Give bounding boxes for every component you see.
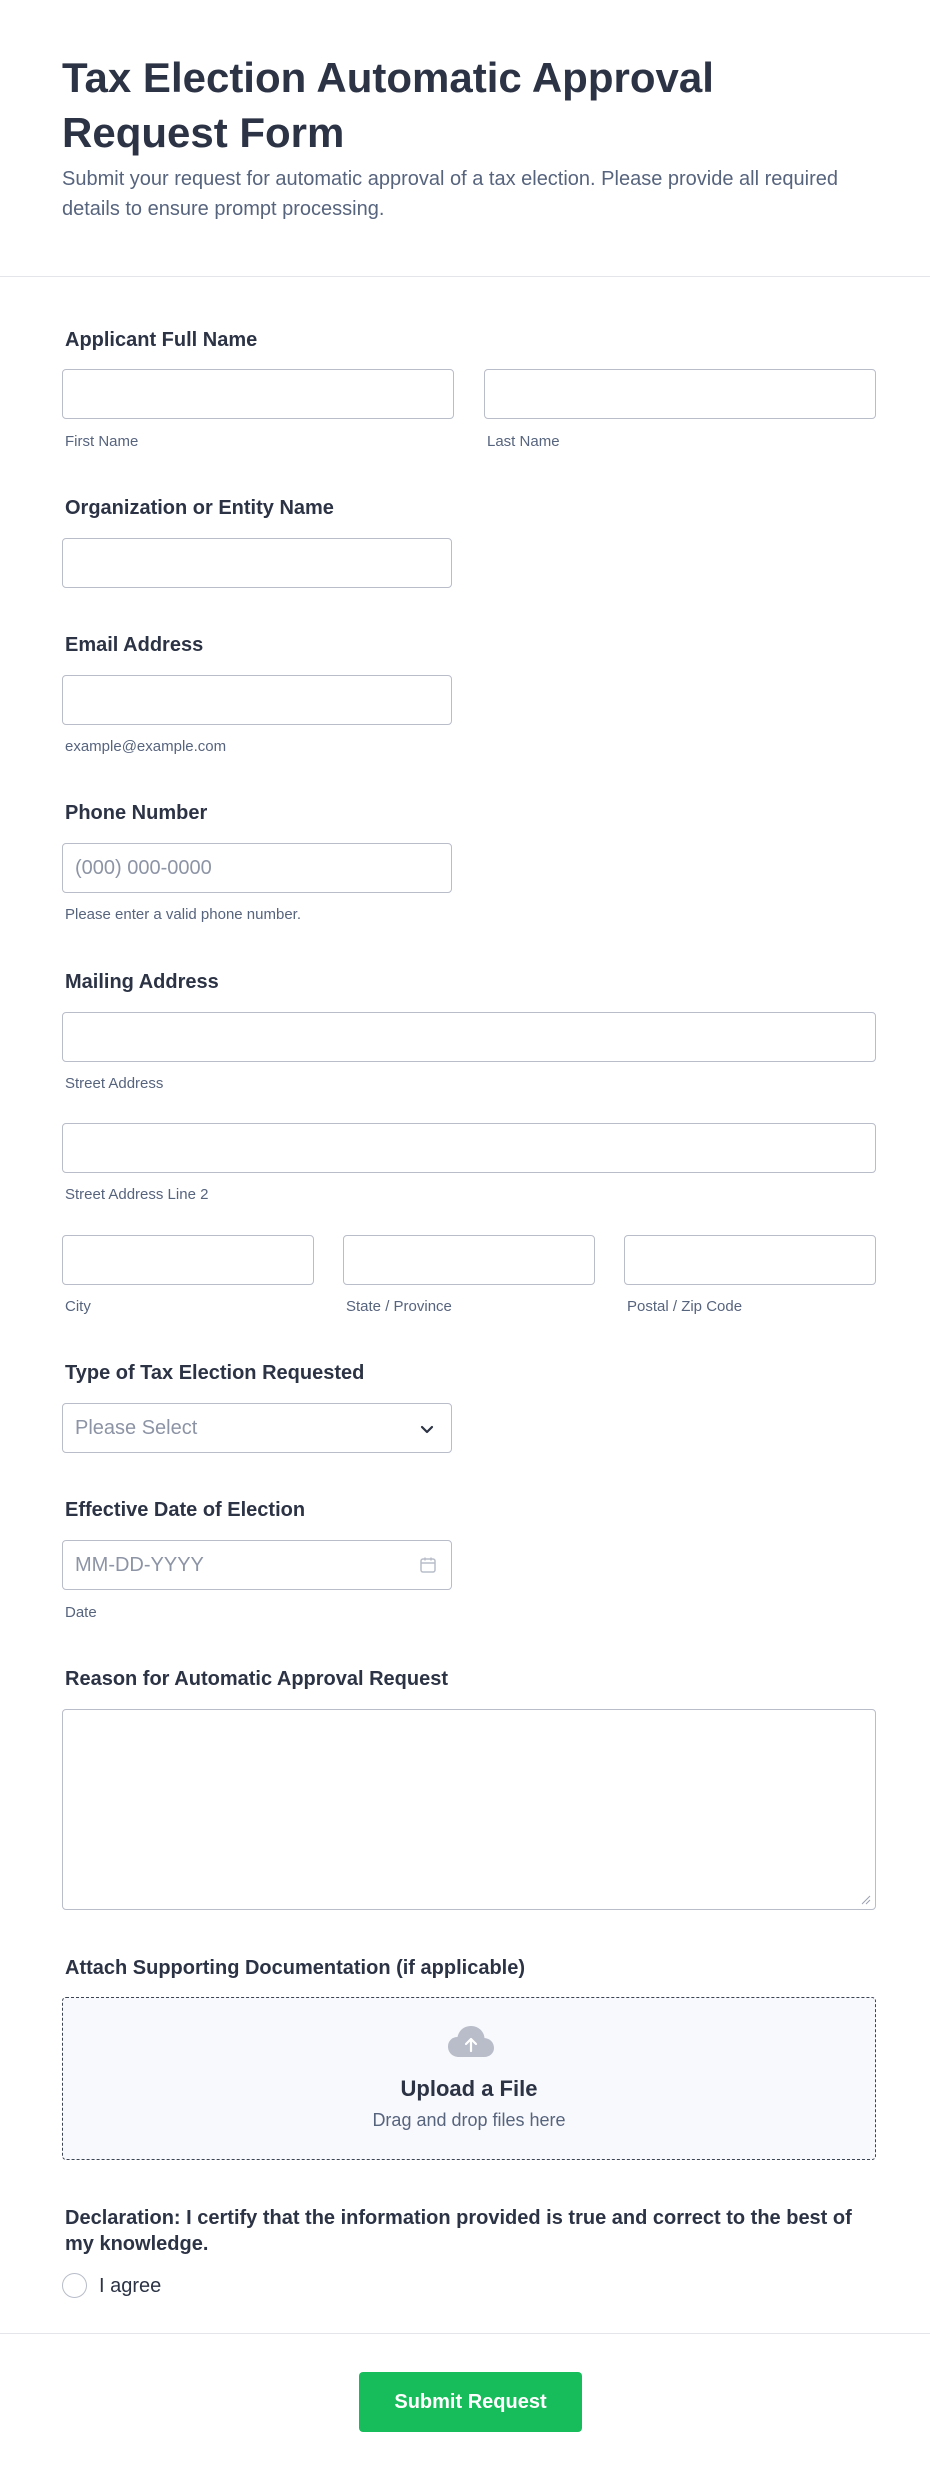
effective-date-placeholder: MM-DD-YYYY: [75, 1553, 204, 1576]
effective-date-input[interactable]: [62, 1540, 452, 1590]
first-name-sublabel: First Name: [65, 433, 139, 450]
last-name-input[interactable]: [484, 369, 876, 419]
effective-date-label: Effective Date of Election: [65, 1499, 306, 1521]
upload-subtitle: Drag and drop files here: [372, 2110, 566, 2130]
phone-sublabel: Please enter a valid phone number.: [65, 906, 301, 923]
street-address-sublabel: Street Address: [65, 1075, 164, 1092]
file-upload-dropzone[interactable]: [62, 1997, 876, 2160]
address-label: Mailing Address: [65, 971, 219, 993]
email-label: Email Address: [65, 634, 204, 656]
form-header: [0, 0, 930, 277]
agree-radio[interactable]: [62, 2273, 87, 2298]
footer-divider: [0, 2333, 930, 2334]
city-sublabel: City: [65, 1298, 91, 1315]
election-type-label: Type of Tax Election Requested: [65, 1362, 365, 1384]
election-type-selected: Please Select: [75, 1416, 198, 1439]
phone-input[interactable]: [62, 843, 452, 893]
reason-label: Reason for Automatic Approval Request: [65, 1668, 449, 1690]
chevron-down-icon: [419, 1421, 435, 1437]
city-input[interactable]: [62, 1235, 314, 1285]
last-name-sublabel: Last Name: [487, 433, 560, 450]
form-title: Tax Election Automatic Approval Request Form: [62, 54, 714, 156]
street-address-input[interactable]: [62, 1012, 876, 1062]
zip-sublabel: Postal / Zip Code: [627, 1298, 743, 1315]
phone-label: Phone Number: [65, 802, 208, 824]
email-sublabel: example@example.com: [65, 738, 227, 755]
street-address-line2-sublabel: Street Address Line 2: [65, 1186, 209, 1203]
agree-radio-label[interactable]: I agree: [99, 2275, 162, 2297]
zip-input[interactable]: [624, 1235, 876, 1285]
attachments-label: Attach Supporting Documentation (if applicable): [65, 1957, 525, 1979]
resize-grip-icon[interactable]: [861, 1895, 871, 1905]
cloud-upload-icon: [447, 2024, 495, 2060]
organization-label: Organization or Entity Name: [65, 497, 334, 519]
applicant-name-label: Applicant Full Name: [65, 329, 258, 351]
upload-title: Upload a File: [400, 2076, 538, 2101]
election-type-select[interactable]: [62, 1403, 452, 1453]
form-subtitle: Submit your request for automatic approval of a tax election. Please provide all required details to ensure prompt processing.: [62, 168, 838, 220]
effective-date-sublabel: Date: [65, 1604, 97, 1621]
reason-textarea[interactable]: [62, 1709, 876, 1910]
state-input[interactable]: [343, 1235, 595, 1285]
street-address-line2-input[interactable]: [62, 1123, 876, 1173]
email-input[interactable]: [62, 675, 452, 725]
submit-button[interactable]: Submit Request: [359, 2372, 582, 2432]
calendar-icon[interactable]: [419, 1556, 437, 1574]
first-name-input[interactable]: [62, 369, 454, 419]
state-sublabel: State / Province: [346, 1298, 452, 1315]
organization-input[interactable]: [62, 538, 452, 588]
declaration-label: Declaration: I certify that the information provided is true and correct to the best of my knowledge.: [65, 2207, 852, 2255]
